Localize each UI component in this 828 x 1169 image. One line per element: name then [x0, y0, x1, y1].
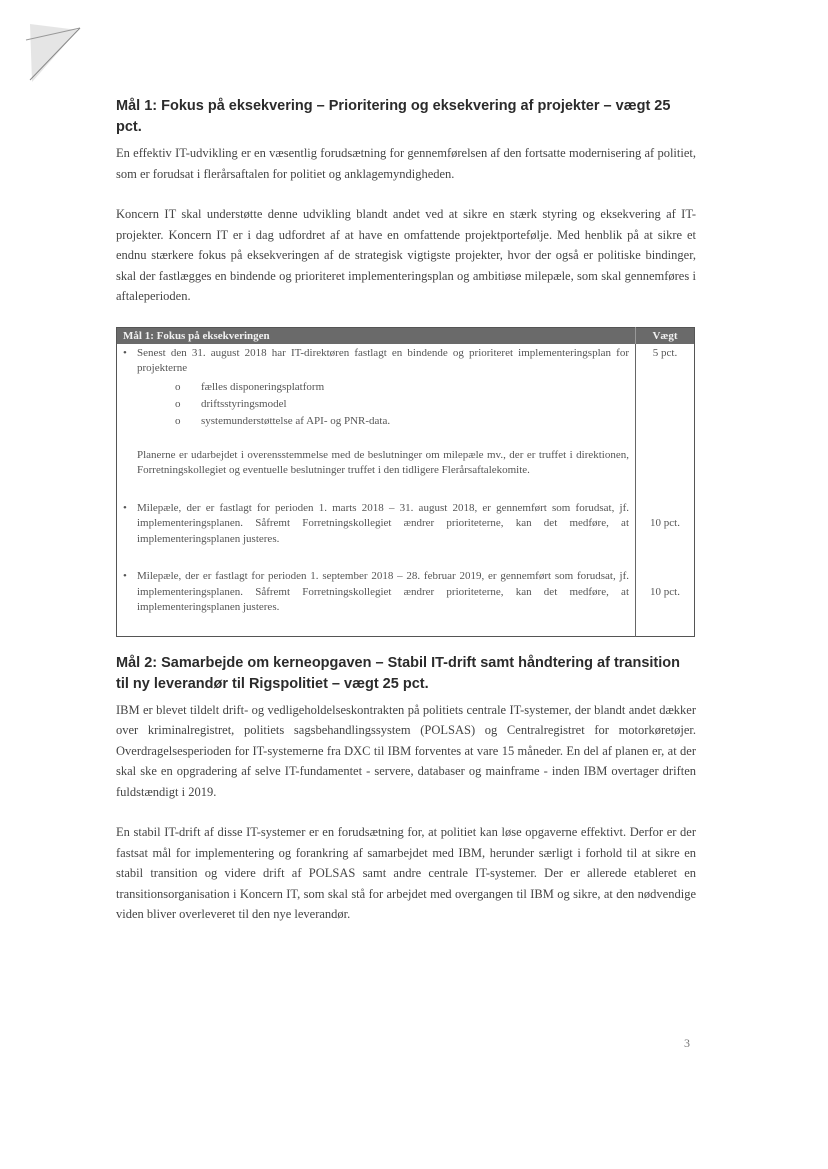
section1-paragraph-1: En effektiv IT-udvikling er en væsentlig forudsætning for gennemførelsen af den fortsatte modernisering af politiet, som er forudsat i flerårsaftalen for politiet og anklagemyndigheden. — [116, 146, 696, 181]
section1-heading: Mål 1: Fokus på eksekvering – Prioritering og eksekvering af projekter – vægt 25 pct. — [116, 98, 671, 136]
bullet-icon: • — [123, 570, 127, 583]
table-row — [117, 344, 695, 481]
table-row — [117, 567, 695, 618]
row3-text: Milepæle, der er fastlagt for perioden 1. september 2018 – 28. februar 2019, er gennemført som forudsat, jf. implementeringsplanen. Såfremt Forretningskollegiet ændrer prioriteterne, kan det medføre, at implementeringsplanen justeres. — [137, 570, 629, 614]
list-item: o fælles disponeringsplatform — [175, 379, 629, 396]
row3-weight: 10 pct. — [636, 567, 695, 618]
section2-paragraph-1: IBM er blevet tildelt drift- og vedligeholdelseskontrakten på politiets centrale IT-systemer, der blandt andet dækker over kriminalregistret, politiets sagsbehandlingssystem (POLSAS) og Centralregistret for motorkøretøjer. Overdragelsesperioden for IT-systemerne fra DXC til IBM forventes at vare 15 måneder. En del af planen er, at der skal ske en opgradering af selve IT-fundamentet - servere, databaser og mainframe - inden IBM overtager driften fuldstændigt i 2019. — [116, 702, 696, 799]
document-page — [116, 96, 696, 925]
bullet-icon: • — [123, 501, 127, 514]
row2-text: Milepæle, der er fastlagt for perioden 1. marts 2018 – 31. august 2018, er gennemført som forudsat, jf. implementeringsplanen. Såfremt Forretningskollegiet ændrer prioriteterne, kan det medføre, at implementeringsplanen justeres. — [137, 501, 629, 545]
table-row — [117, 499, 695, 550]
row1-text: Senest den 31. august 2018 har IT-direktøren fastlagt en bindende og prioriteret implementeringsplan for projekterne — [137, 346, 629, 375]
scan-corner-artifact — [18, 10, 88, 90]
circle-bullet-icon: o — [175, 380, 181, 393]
list-item: o systemunderstøttelse af API- og PNR-data. — [175, 413, 629, 430]
circle-bullet-icon: o — [175, 397, 181, 410]
section2-paragraph-2: En stabil IT-drift af disse IT-systemer er en forudsætning for, at politiet kan løse opgaverne effektivt. Derfor er der fastsat mål for implementering og forankring af samarbejdet med IBM, herunder særligt i forhold til at sikre en stabil transition og videre drift af POLSAS samt andre centrale IT-systemer. Der er allerede etableret en transitionsorganisation i Koncern IT, som skal stå for arbejdet med overgangen til IBM og sikre, at den nødvendige viden bliver overleveret til den nye leverandør. — [116, 825, 696, 922]
table-header-row — [117, 327, 695, 344]
page-number: 3 — [684, 1036, 690, 1050]
row1-weight: 5 pct. — [636, 344, 695, 481]
list-item: o driftsstyringsmodel — [175, 396, 629, 413]
section1-paragraph-2: Koncern IT skal understøtte denne udvikling blandt andet ved at sikre en stærk styring og eksekvering af IT-projekter. Koncern IT er i dag udfordret af at have en omfattende projektportefølje. Med henblik på at sikre et endnu stærkere fokus på eksekveringen af de strategisk vigtigste projekter, hvor der også er politiske bindinger, skal der fastlægges en bindende og prioriteret implementeringsplan og ambitiøse milepæle, som skal gennemføres i aftaleperioden. — [116, 207, 696, 304]
row1-note: Planerne er udarbejdet i overensstemmelse med de beslutninger om milepæle mv., der er truffet i direktionen, Forretningskollegiet og eventuelle beslutninger truffet i den tidligere Flerårsaftalekomite. — [137, 448, 629, 477]
table-header-weight: Vægt — [636, 327, 695, 344]
goal-table — [116, 327, 695, 637]
sub-list — [175, 379, 629, 430]
section2-heading: Mål 2: Samarbejde om kerneopgaven – Stabil IT-drift samt håndtering af transition til ny leverandør til Rigspolitiet – vægt 25 pct. — [116, 654, 681, 692]
row2-weight: 10 pct. — [636, 499, 695, 550]
bullet-icon: • — [123, 346, 127, 359]
table-header-goal: Mål 1: Fokus på eksekveringen — [117, 327, 636, 344]
circle-bullet-icon: o — [175, 414, 181, 427]
